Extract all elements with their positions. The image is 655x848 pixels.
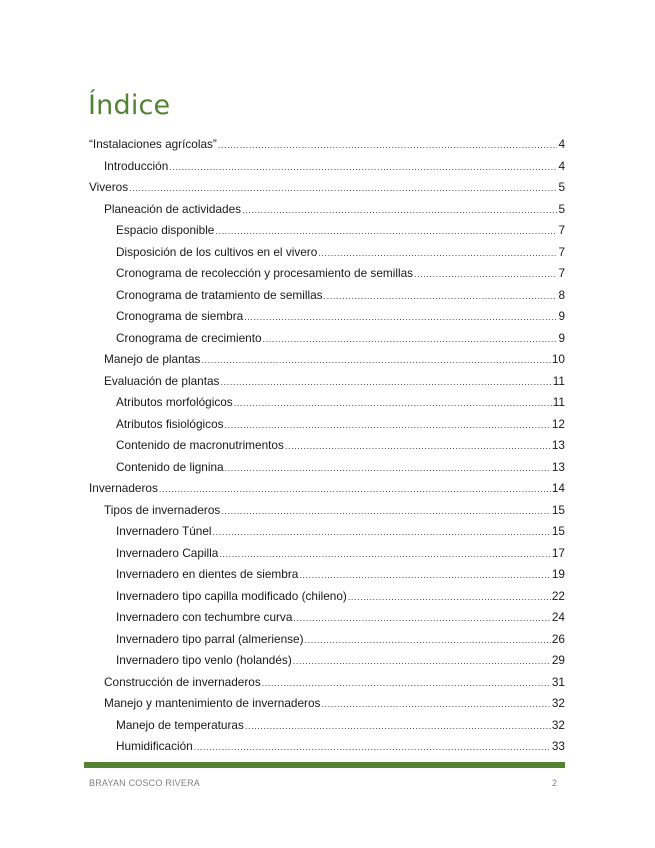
toc-entry-title: Invernadero Capilla (116, 545, 219, 560)
toc-dot-leader (201, 350, 550, 371)
toc-entry-page: 17 (551, 545, 565, 560)
toc-entry-title: Invernadero tipo venlo (holandés) (116, 653, 292, 667)
footer-page-number: 2 (552, 778, 558, 788)
toc-entry-page: 12 (551, 416, 565, 431)
toc-entry-page: 24 (551, 610, 565, 624)
toc-entry-page: 9 (558, 330, 565, 345)
toc-entry-page: 13 (551, 438, 565, 452)
toc-entry[interactable] (89, 371, 565, 393)
toc-entry[interactable] (89, 586, 565, 608)
toc-entry-page: 32 (551, 696, 565, 710)
toc-entry-page: 7 (558, 266, 565, 280)
footer-author: BRAYAN COSCO RIVERA (89, 778, 200, 788)
toc-dot-leader (218, 135, 558, 156)
toc-entry[interactable] (89, 607, 565, 629)
toc-entry-page: 11 (552, 373, 565, 388)
toc-entry-title: Invernadero tipo parral (almeriense) (116, 631, 304, 646)
toc-entry-title: Invernadero Túnel (116, 524, 212, 538)
toc-dot-leader (242, 200, 557, 221)
toc-entry-title: Construcción de invernaderos (104, 674, 261, 689)
toc-entry[interactable] (89, 349, 565, 371)
toc-dot-leader (262, 673, 551, 694)
toc-entry-page: 33 (551, 739, 565, 753)
toc-dot-leader (213, 522, 551, 543)
toc-dot-leader (324, 286, 558, 307)
table-of-contents (89, 134, 565, 758)
toc-entry[interactable] (89, 478, 565, 500)
toc-entry-title: Manejo de temperaturas (116, 717, 244, 732)
toc-dot-leader (299, 565, 551, 586)
toc-entry-title: Introducción (104, 158, 169, 173)
toc-entry[interactable] (89, 672, 565, 694)
toc-entry-title: Espacio disponible (116, 223, 215, 237)
toc-entry-page: 19 (551, 567, 565, 581)
toc-entry[interactable] (89, 693, 565, 715)
toc-entry-title: Cronograma de recolección y procesamiento de semillas (116, 266, 414, 280)
toc-entry[interactable] (89, 306, 565, 328)
toc-entry[interactable] (89, 736, 565, 758)
toc-entry[interactable] (89, 629, 565, 651)
toc-entry[interactable] (89, 650, 565, 672)
page-title: Índice (88, 90, 171, 122)
toc-entry-page: 4 (558, 158, 565, 173)
toc-entry-title: Cronograma de crecimiento (116, 330, 262, 345)
toc-dot-leader (169, 157, 557, 178)
toc-entry[interactable] (89, 177, 565, 199)
toc-entry-title: Cronograma de tratamiento de semillas (116, 287, 323, 302)
toc-entry-page: 29 (551, 653, 565, 667)
toc-entry[interactable] (89, 199, 565, 221)
toc-entry[interactable] (89, 435, 565, 457)
toc-entry-title: Atributos morfológicos (116, 395, 233, 409)
toc-dot-leader (414, 264, 557, 285)
toc-dot-leader (219, 544, 551, 565)
toc-entry[interactable] (89, 564, 565, 586)
toc-entry[interactable] (89, 457, 565, 479)
toc-entry[interactable] (89, 328, 565, 350)
toc-entry[interactable] (89, 220, 565, 242)
toc-entry-page: 14 (551, 481, 565, 495)
toc-dot-leader (293, 651, 551, 672)
toc-entry-page: 22 (551, 588, 565, 603)
toc-dot-leader (129, 178, 557, 199)
toc-entry-page: 31 (551, 674, 565, 689)
toc-dot-leader (245, 716, 551, 737)
toc-dot-leader (305, 630, 551, 651)
toc-entry[interactable] (89, 521, 565, 543)
toc-entry-page: 4 (558, 137, 565, 151)
toc-dot-leader (244, 307, 557, 328)
toc-dot-leader (225, 458, 551, 479)
toc-entry-title: Invernadero en dientes de siembra (116, 567, 299, 581)
toc-entry-page: 11 (552, 395, 565, 409)
toc-entry-title: Invernadero tipo capilla modificado (chileno) (116, 588, 347, 603)
toc-entry-title: Manejo de plantas (104, 352, 201, 366)
toc-entry[interactable] (89, 392, 565, 414)
toc-entry-title: Atributos fisiológicos (116, 416, 224, 431)
toc-entry[interactable] (89, 285, 565, 307)
toc-dot-leader (194, 737, 551, 758)
toc-dot-leader (159, 479, 551, 500)
toc-dot-leader (234, 393, 552, 414)
toc-entry-title: Invernaderos (89, 481, 158, 495)
toc-entry-title: Evaluación de plantas (104, 373, 220, 388)
toc-entry[interactable] (89, 715, 565, 737)
toc-dot-leader (263, 329, 558, 350)
toc-entry-title: Contenido de lignina (116, 459, 224, 474)
toc-entry-title: Manejo y mantenimiento de invernaderos (104, 696, 321, 710)
toc-dot-leader (285, 436, 551, 457)
toc-entry[interactable] (89, 543, 565, 565)
toc-entry-page: 8 (558, 287, 565, 302)
toc-dot-leader (293, 608, 550, 629)
toc-entry-page: 13 (551, 459, 565, 474)
toc-dot-leader (215, 221, 557, 242)
toc-entry[interactable] (89, 414, 565, 436)
toc-entry[interactable] (89, 156, 565, 178)
toc-entry-title: Humidificación (116, 739, 193, 753)
toc-entry-page: 26 (551, 631, 565, 646)
toc-dot-leader (318, 243, 557, 264)
toc-entry-page: 7 (558, 244, 565, 259)
toc-entry[interactable] (89, 134, 565, 156)
toc-dot-leader (225, 415, 551, 436)
toc-entry[interactable] (89, 242, 565, 264)
footer-divider (84, 762, 565, 768)
toc-entry[interactable] (89, 263, 565, 285)
toc-entry-page: 9 (558, 309, 565, 323)
toc-entry-title: Tipos de invernaderos (104, 502, 221, 517)
toc-entry-title: Contenido de macronutrimentos (116, 438, 284, 452)
toc-entry-page: 5 (558, 180, 565, 194)
toc-entry-title: Invernadero con techumbre curva (116, 610, 293, 624)
toc-dot-leader (220, 372, 551, 393)
toc-entry-title: “Instalaciones agrícolas” (89, 137, 217, 151)
toc-dot-leader (348, 587, 551, 608)
toc-entry-title: Planeación de actividades (104, 201, 242, 216)
toc-entry-page: 5 (558, 201, 565, 216)
toc-entry-page: 32 (551, 717, 565, 732)
toc-entry-page: 7 (558, 223, 565, 237)
toc-entry-page: 10 (551, 352, 565, 366)
toc-entry-title: Cronograma de siembra (116, 309, 244, 323)
toc-entry-title: Viveros (89, 180, 129, 194)
toc-entry-page: 15 (551, 502, 565, 517)
toc-entry[interactable] (89, 500, 565, 522)
toc-entry-title: Disposición de los cultivos en el vivero (116, 244, 318, 259)
toc-dot-leader (221, 501, 551, 522)
toc-dot-leader (321, 694, 550, 715)
toc-entry-page: 15 (551, 524, 565, 538)
